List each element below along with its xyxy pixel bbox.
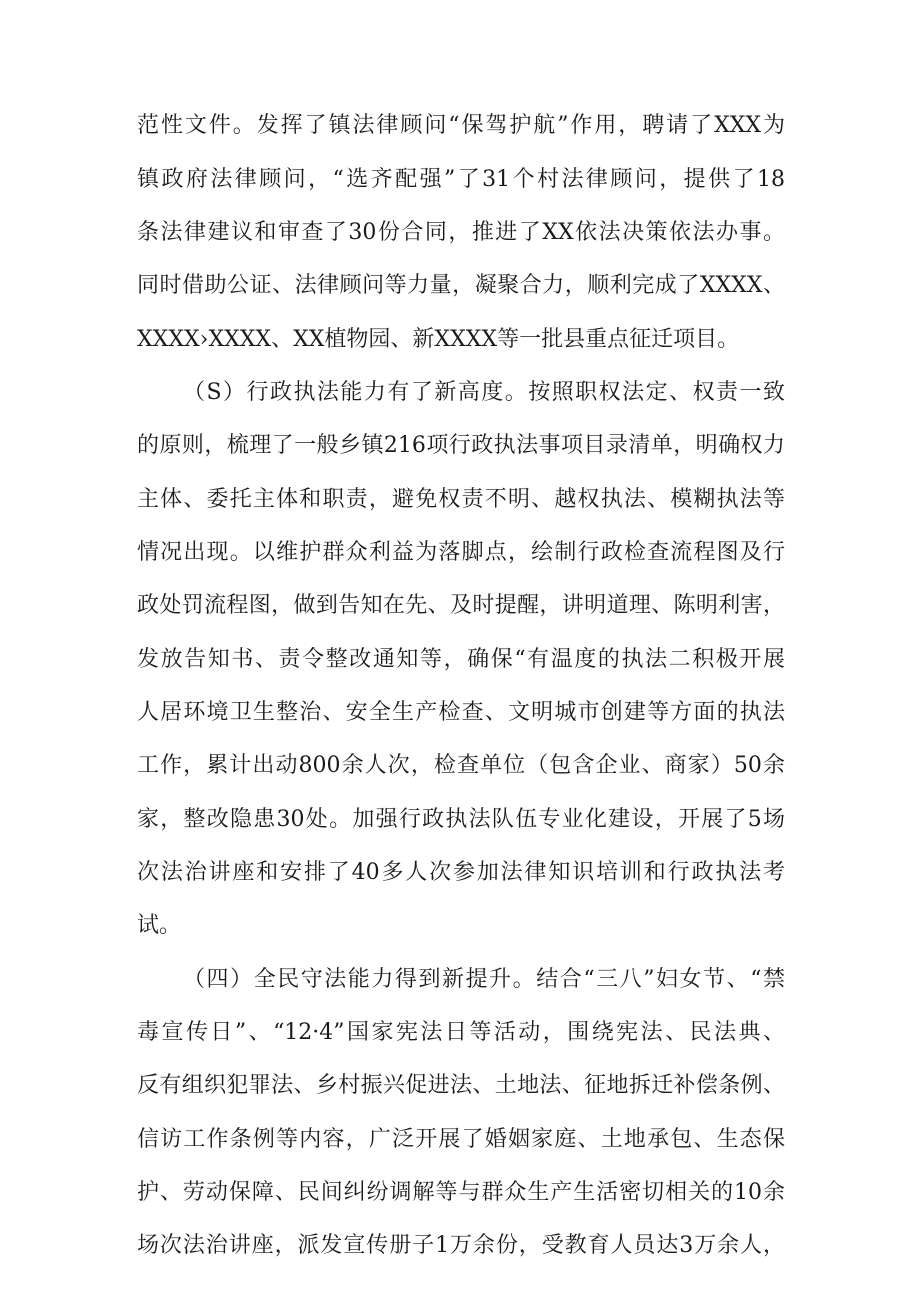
text-line: 主体、委托主体和职责，避免权责不明、越权执法、模糊执法等 — [137, 487, 785, 512]
text-line: 范性文件。发挥了镇法律顾问“保驾护航”作用，聘请了XXX为 — [137, 113, 785, 138]
text-line: 家，整改隐患30处。加强行政执法队伍专业化建设，开展了5场 — [137, 807, 785, 832]
text-line: XXXX›XXXX、XX植物园、新XXXX等一批县重点征迁项目。 — [137, 327, 740, 352]
text-line: 情况出现。以维护群众利益为落脚点，绘制行政检查流程图及行 — [137, 540, 785, 565]
text-line: 信访工作条例等内容，广泛开展了婚姻家庭、土地承包、生态保 — [137, 1127, 785, 1152]
text-line: 镇政府法律顾问，“选齐配强”了31个村法律顾问，提供了18 — [137, 167, 785, 192]
text-line: 政处罚流程图，做到告知在先、及时提醒，讲明道理、陈明利害， — [137, 593, 785, 618]
text-line: 同时借助公证、法律顾问等力量，凝聚合力，顺利完成了XXXX、 — [137, 273, 785, 298]
paragraph-heading-line: （四）全民守法能力得到新提升。结合“三八”妇女节、“禁 — [183, 967, 785, 992]
text-line: 人居环境卫生整治、安全生产检查、文明城市创建等方面的执法 — [137, 700, 785, 725]
text-line: 反有组织犯罪法、乡村振兴促进法、土地法、征地拆迁补偿条例、 — [137, 1073, 785, 1098]
text-line: 试。 — [137, 913, 182, 938]
text-line: 场次法治讲座，派发宣传册子1万余份，受教育人员达3万余人， — [137, 1233, 785, 1258]
text-line: 次法治讲座和安排了40多人次参加法律知识培训和行政执法考 — [137, 860, 785, 885]
paragraph-heading-line: （S）行政执法能力有了新高度。按照职权法定、权责一致 — [183, 380, 785, 405]
text-line: 护、劳动保障、民间纠纷调解等与群众生产生活密切相关的10余 — [137, 1180, 785, 1205]
text-line: 发放告知书、责令整改通知等，确保“有温度的执法二积极开展 — [137, 647, 785, 672]
text-line: 毒宣传日”、“12·4”国家宪法日等活动，围绕宪法、民法典、 — [137, 1020, 785, 1045]
text-line: 工作，累计出动800余人次，检查单位（包含企业、商家）50余 — [137, 753, 785, 778]
text-line: 的原则，梳理了一般乡镇216项行政执法事项目录清单，明确权力 — [137, 433, 785, 458]
text-line: 条法律建议和审查了30份合同，推进了XX依法决策依法办事。 — [137, 220, 785, 245]
